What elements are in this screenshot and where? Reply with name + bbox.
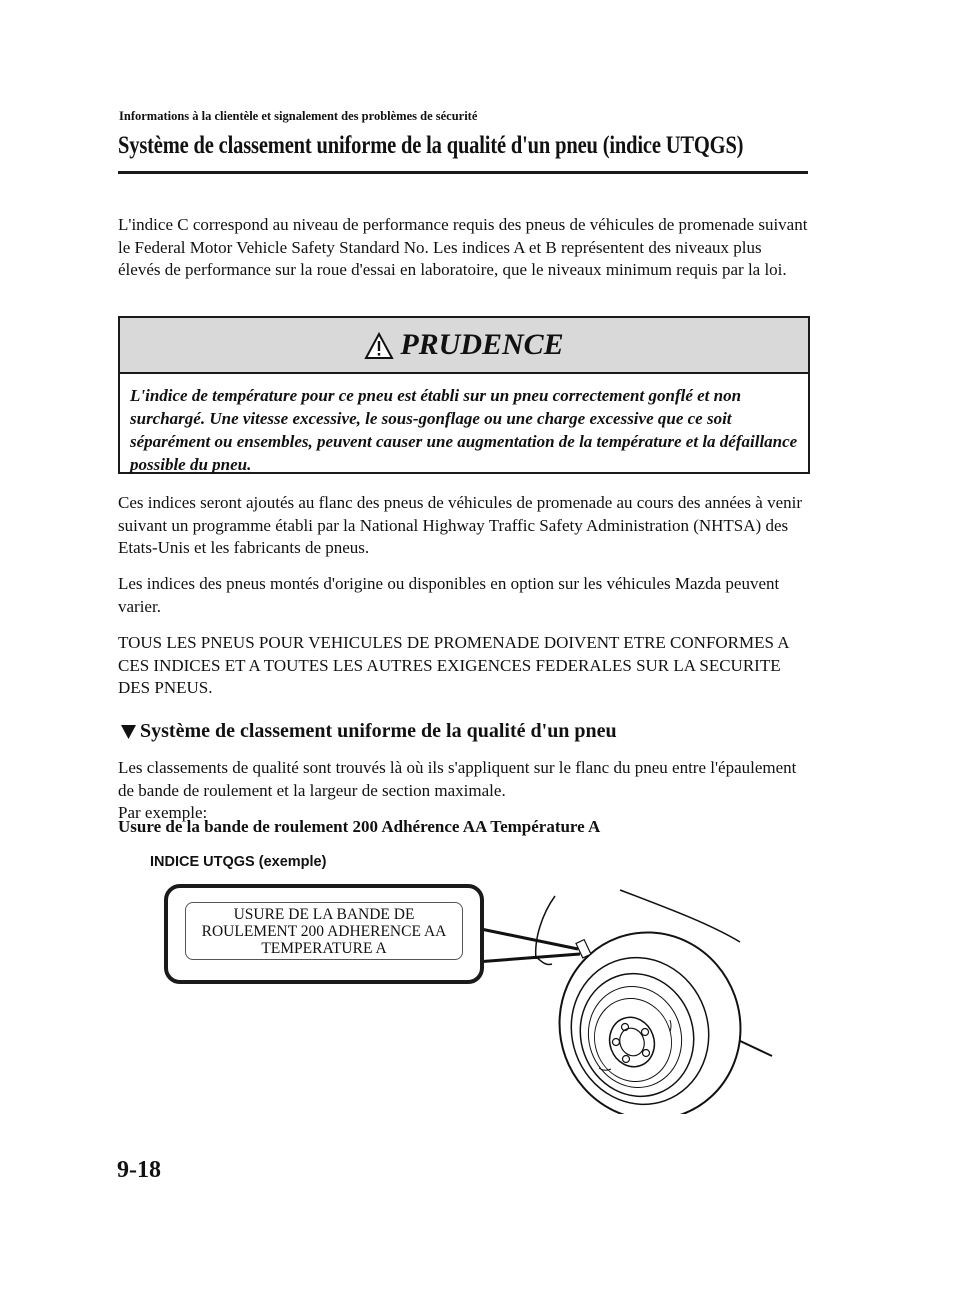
figure-caption: INDICE UTQGS (exemple) xyxy=(150,854,327,870)
intro-paragraph: L'indice C correspond au niveau de performance requis des pneus de véhicules de promenade suivant le Federal Motor Vehicle Safety Standard No. Les indices A et B représentent des niveaux plus élevés de performance sur la roue d'essai en laboratoire, que le niveaux minimum requis par la loi. xyxy=(118,215,808,279)
page-number: 9-18 xyxy=(117,1157,161,1183)
body-paragraph: Ces indices seront ajoutés au flanc des pneus de véhicules de promenade au cours des années à venir suivant un programme établi par la National Highway Traffic Safety Administration (NHTSA) des Etats-Unis et les fabricants de pneus. xyxy=(118,493,803,557)
title-divider xyxy=(118,171,808,174)
section-heading-text: Système de classement uniforme de la qualité d'un pneu xyxy=(140,720,617,742)
section-paragraph: Les classements de qualité sont trouvés là où ils s'appliquent sur le flanc du pneu entre l'épaulement de bande de roulement et la largeur de section maximale. Par exemple: xyxy=(118,758,797,822)
caution-header xyxy=(120,318,808,374)
body-paragraph: Les indices des pneus montés d'origine ou disponibles en option sur les véhicules Mazda peuvent varier. xyxy=(118,574,780,616)
caution-text: L'indice de température pour ce pneu est établi sur un pneu correctement gonflé et non surchargé. Une vitesse excessive, le sous-gonflage ou une charge excessive que ce soit séparément ou ensembles, peuvent causer une augmentation de la température et la défaillance possible du pneu. xyxy=(130,386,798,474)
callout-label xyxy=(185,902,463,960)
utqgs-figure xyxy=(150,854,790,1114)
caution-title: PRUDENCE xyxy=(400,328,564,361)
body-paragraph: TOUS LES PNEUS POUR VEHICULES DE PROMENADE DOIVENT ETRE CONFORMES A CES INDICES ET A TOUTES LES AUTRES EXIGENCES FEDERALES SUR LA SECURITE DES PNEUS. xyxy=(118,633,789,697)
triangle-down-icon xyxy=(120,723,137,740)
example-text: Usure de la bande de roulement 200 Adhérence AA Température A xyxy=(118,817,601,836)
callout-line: ROULEMENT 200 ADHERENCE AA xyxy=(201,922,447,940)
breadcrumb: Informations à la clientèle et signalement des problèmes de sécurité xyxy=(119,109,478,123)
page-title: Système de classement uniforme de la qualité d'un pneu (indice UTQGS) xyxy=(118,132,744,159)
callout-line: USURE DE LA BANDE DE xyxy=(233,905,415,923)
warning-triangle-icon xyxy=(364,332,394,360)
caution-box xyxy=(118,316,810,474)
section-heading xyxy=(120,720,617,743)
callout-line: TEMPERATURE A xyxy=(261,939,387,957)
